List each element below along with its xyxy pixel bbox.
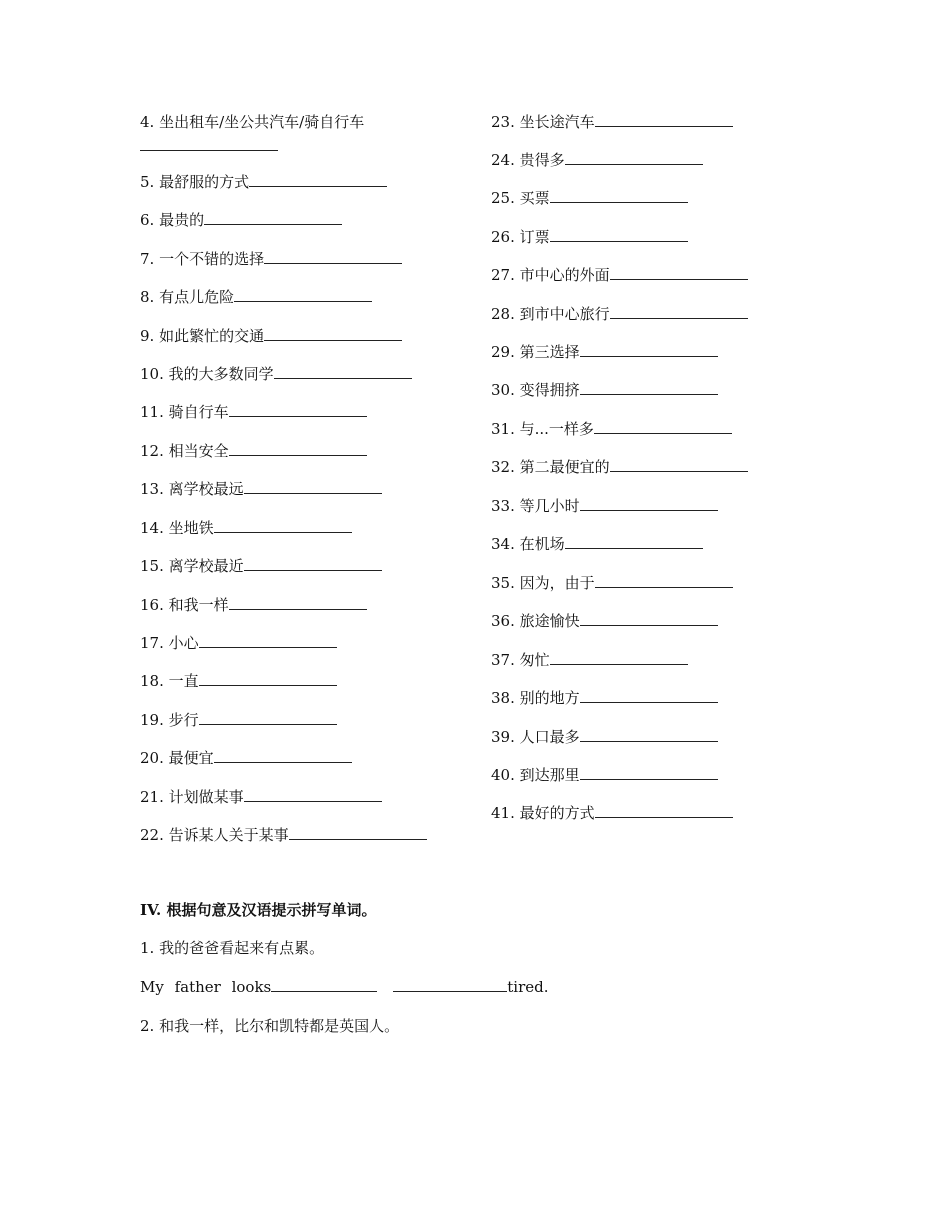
question-1-english: [140, 977, 549, 997]
answer-blank[interactable]: [610, 304, 748, 319]
answer-blank[interactable]: [580, 727, 718, 742]
vocab-item-label: 39. 人口最多: [491, 728, 580, 746]
answer-blank[interactable]: [199, 671, 337, 686]
answer-blank[interactable]: [550, 227, 688, 242]
answer-blank[interactable]: [199, 633, 337, 648]
answer-blank[interactable]: [595, 573, 733, 588]
vocab-item: [491, 227, 688, 247]
vocab-item-label: 21. 计划做某事: [140, 788, 244, 806]
vocab-item: [491, 304, 748, 324]
vocab-item-label: 26. 订票: [491, 228, 550, 246]
vocab-item: [140, 249, 402, 269]
answer-blank[interactable]: [214, 518, 352, 533]
vocab-item: [140, 633, 337, 653]
answer-blank[interactable]: [580, 688, 718, 703]
answer-blank[interactable]: [550, 650, 688, 665]
answer-blank[interactable]: [289, 825, 427, 840]
question-1-chinese: 1. 我的爸爸看起来有点累。: [140, 939, 325, 957]
answer-blank-2[interactable]: [393, 977, 507, 992]
vocab-item-label: 8. 有点儿危险: [140, 288, 235, 306]
vocab-item-label: 7. 一个不错的选择: [140, 250, 265, 268]
vocab-item: [140, 287, 372, 307]
answer-blank-1[interactable]: [271, 977, 377, 992]
vocab-item-label: 31. 与...一样多: [491, 420, 594, 438]
vocab-item: [140, 787, 382, 807]
vocab-item: [140, 441, 367, 461]
vocab-item: [491, 380, 718, 400]
vocab-item-label: 5. 最舒服的方式: [140, 173, 250, 191]
answer-blank[interactable]: [595, 112, 733, 127]
vocab-item: [491, 803, 733, 823]
vocab-item-label: 4. 坐出租车/坐公共汽车/骑自行车: [140, 113, 365, 131]
vocab-item: [491, 727, 718, 747]
vocab-item: [491, 150, 703, 170]
vocab-item-label: 22. 告诉某人关于某事: [140, 826, 289, 844]
vocab-item-label: 14. 坐地铁: [140, 519, 214, 537]
vocab-item: [491, 496, 718, 516]
answer-blank[interactable]: [565, 150, 703, 165]
answer-blank[interactable]: [264, 249, 402, 264]
vocab-item: [140, 556, 382, 576]
vocab-item: [140, 364, 412, 384]
vocab-item: [140, 595, 367, 615]
vocab-item-label: 11. 骑自行车: [140, 403, 229, 421]
question-1-suffix: tired.: [507, 978, 549, 996]
vocab-item-label: 40. 到达那里: [491, 766, 580, 784]
vocab-item-label: 9. 如此繁忙的交通: [140, 327, 265, 345]
vocab-answer-blank[interactable]: [140, 136, 278, 156]
answer-blank[interactable]: [580, 765, 718, 780]
answer-blank[interactable]: [594, 419, 732, 434]
answer-blank[interactable]: [274, 364, 412, 379]
answer-blank[interactable]: [244, 556, 382, 571]
vocab-item: [491, 457, 748, 477]
vocab-item-label: 29. 第三选择: [491, 343, 580, 361]
vocab-item: [140, 112, 364, 132]
vocab-item-label: 23. 坐长途汽车: [491, 113, 595, 131]
vocab-item: [491, 765, 718, 785]
vocab-item-label: 20. 最便宜: [140, 749, 214, 767]
vocab-item-label: 35. 因为，由于: [491, 574, 595, 592]
vocab-item-label: 36. 旅途愉快: [491, 612, 580, 630]
answer-blank[interactable]: [229, 402, 367, 417]
vocab-item-label: 28. 到市中心旅行: [491, 305, 610, 323]
vocab-item: [140, 825, 427, 845]
vocab-item: [491, 573, 733, 593]
answer-blank[interactable]: [580, 380, 718, 395]
answer-blank[interactable]: [229, 441, 367, 456]
vocab-item: [140, 326, 402, 346]
answer-blank[interactable]: [244, 479, 382, 494]
answer-blank[interactable]: [204, 210, 342, 225]
vocab-item: [491, 534, 703, 554]
vocab-item-label: 37. 匆忙: [491, 651, 550, 669]
vocab-item-label: 30. 变得拥挤: [491, 381, 580, 399]
vocab-item: [491, 419, 732, 439]
vocab-item: [140, 748, 352, 768]
answer-blank[interactable]: [249, 172, 387, 187]
vocab-item-label: 33. 等几小时: [491, 497, 580, 515]
vocab-item-label: 27. 市中心的外面: [491, 266, 610, 284]
vocab-item-label: 15. 离学校最近: [140, 557, 244, 575]
vocab-item-label: 32. 第二最便宜的: [491, 458, 610, 476]
answer-blank[interactable]: [550, 188, 688, 203]
vocab-item-label: 41. 最好的方式: [491, 804, 595, 822]
vocab-item: [140, 518, 352, 538]
answer-blank[interactable]: [214, 748, 352, 763]
vocab-item-label: 18. 一直: [140, 672, 199, 690]
vocab-item: [140, 210, 342, 230]
vocab-item: [491, 188, 688, 208]
vocab-item-label: 34. 在机场: [491, 535, 565, 553]
question-1-prefix: My father looks: [140, 978, 272, 996]
vocab-item: [140, 710, 337, 730]
answer-blank[interactable]: [229, 595, 367, 610]
vocab-item-label: 17. 小心: [140, 634, 199, 652]
vocab-item-label: 13. 离学校最远: [140, 480, 244, 498]
answer-blank[interactable]: [264, 326, 402, 341]
answer-blank[interactable]: [140, 136, 278, 151]
vocab-item: [491, 112, 733, 132]
answer-blank[interactable]: [580, 611, 718, 626]
vocab-item-label: 25. 买票: [491, 189, 550, 207]
vocab-item: [491, 650, 688, 670]
answer-blank[interactable]: [244, 787, 382, 802]
answer-blank[interactable]: [610, 457, 748, 472]
answer-blank[interactable]: [199, 710, 337, 725]
vocab-item-label: 38. 别的地方: [491, 689, 580, 707]
answer-blank[interactable]: [234, 287, 372, 302]
vocab-item-label: 24. 贵得多: [491, 151, 565, 169]
answer-blank[interactable]: [580, 342, 718, 357]
vocab-item: [491, 611, 718, 631]
vocab-item: [491, 265, 748, 285]
vocab-item: [140, 402, 367, 422]
answer-blank[interactable]: [595, 803, 733, 818]
question-2-chinese: 2. 和我一样，比尔和凯特都是英国人。: [140, 1017, 400, 1035]
section-4-title: IV. 根据句意及汉语提示拼写单词。: [140, 901, 377, 919]
vocab-item-label: 12. 相当安全: [140, 442, 229, 460]
vocab-item: [491, 342, 718, 362]
vocab-item: [140, 172, 387, 192]
answer-blank[interactable]: [610, 265, 748, 280]
vocab-item-label: 16. 和我一样: [140, 596, 229, 614]
answer-blank[interactable]: [580, 496, 718, 511]
vocab-item: [140, 671, 337, 691]
vocab-item-label: 6. 最贵的: [140, 211, 205, 229]
vocab-item: [491, 688, 718, 708]
vocab-item-label: 10. 我的大多数同学: [140, 365, 274, 383]
answer-blank[interactable]: [565, 534, 703, 549]
vocab-item: [140, 479, 382, 499]
vocab-item-label: 19. 步行: [140, 711, 199, 729]
